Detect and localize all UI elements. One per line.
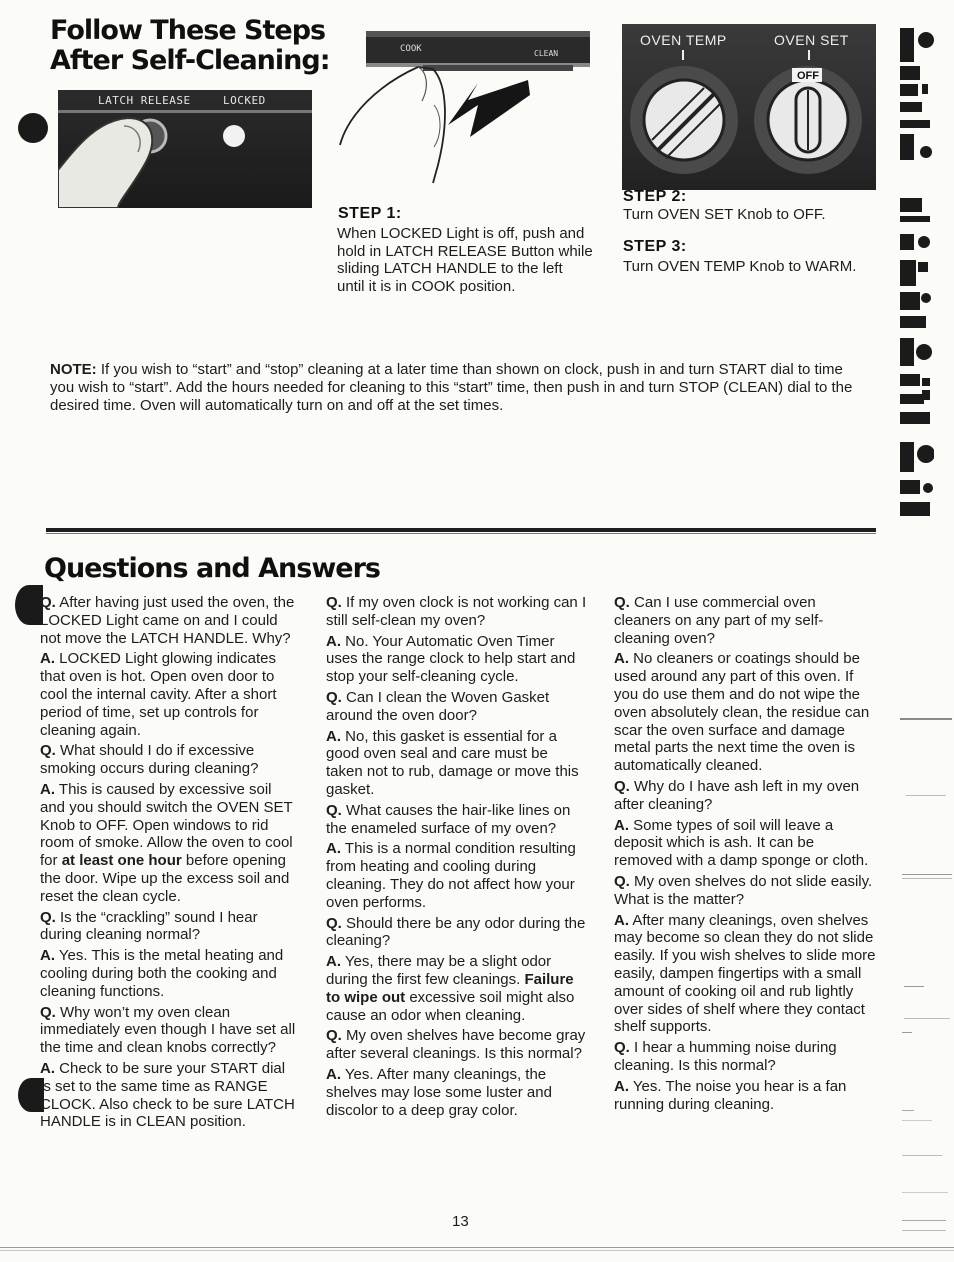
photo-oven-knobs (622, 24, 876, 190)
bottom-scan-edge (0, 1243, 954, 1253)
question: Q. Is the “crackling” sound I hear during cleaning normal? (40, 908, 258, 944)
oven-temp-knob-icon (644, 80, 724, 160)
question: Q. If my oven clock is not working can I still self-clean my oven? (326, 594, 587, 629)
question: Q. Why do I have ash left in my oven after cleaning? (614, 777, 860, 813)
margin-scan-marks (896, 700, 954, 1240)
cook-label: COOK (400, 44, 422, 54)
qa-column-2 (326, 594, 588, 1122)
qa-column-1 (40, 594, 300, 1134)
clean-label: CLEAN (534, 49, 559, 58)
answer: A. Some types of soil will leave a deposit which is ash. It can be removed with a damp sponge or cloth. (614, 816, 869, 870)
qa-column-3 (614, 594, 876, 1116)
title-line-2: After Self-Cleaning: (50, 45, 330, 76)
answer: A. Yes, there may be a slight odor during the first few cleanings. Failure to wipe out excessive soil might also cause an odor when cleaning. (326, 953, 575, 1024)
answer: A. Check to be sure your START dial is set to the same time as RANGE CLOCK. Also check to be sure LATCH HANDLE is in CLEAN position. (40, 1059, 295, 1131)
step2-heading: STEP 2: (623, 188, 687, 205)
step1-text: When LOCKED Light is off, push and hold in LATCH RELEASE Button while sliding LATCH HANDLE to the left until it is in COOK position. (337, 225, 593, 295)
question: Q. After having just used the oven, the LOCKED Light came on and I could not move the LATCH HANDLE. Why? (40, 594, 295, 647)
off-label: OFF (797, 70, 819, 82)
question: Q. I hear a humming noise during cleaning. Is this normal? (614, 1039, 837, 1074)
answer: A. After many cleanings, oven shelves may become so clean they do not slide easily. If you wish shelves to slide more easily, dampen fingertips with a small amount of cooking oil and rub lightly over sides of shelf where they contact shelf supports. (614, 911, 876, 1036)
section-title-steps (50, 16, 330, 76)
qa-title: Questions and Answers (44, 553, 380, 584)
step2-text: Turn OVEN SET Knob to OFF. (623, 206, 826, 223)
note-text: If you wish to “start” and “stop” cleaning at a later time than shown on clock, push in and turn START dial to time you wish to “start”. Add the hours needed for cleaning to this “start” time, then push in and turn STOP (CLEAN) dial to the desired time. Oven will automatically turn on and off at the set times. (50, 361, 853, 414)
question: Q. My oven shelves have become gray after several cleanings. Is this normal? (326, 1027, 586, 1063)
question: Q. Can I use commercial oven cleaners on any part of my self-cleaning oven? (614, 594, 824, 647)
section-divider-thin (46, 533, 876, 534)
step1-heading: STEP 1: (338, 205, 402, 222)
side-tab-strip (900, 22, 934, 522)
handle-photo-illustration (338, 25, 593, 185)
answer: A. Yes. After many cleanings, the shelves may lose some luster and discolor to a deep gray color. (326, 1065, 552, 1119)
answer: A. No, this gasket is essential for a good oven seal and care must be taken not to rub, damage or move this gasket. (326, 727, 579, 798)
answer: A. This is a normal condition resulting from heating and cooling during cleaning. They do not affect how your oven performs. (326, 840, 576, 911)
section-divider (46, 528, 876, 532)
oven-set-label: OVEN SET (774, 32, 849, 48)
photo-latch-release (58, 90, 312, 208)
answer: A. No cleaners or coatings should be used around any part of this oven. If you do use them and do not wipe the oven absolutely clean, the residue can scar the oven surface and damage metal parts the next time the oven is automatically cleaned. (614, 650, 870, 775)
answer: A. Yes. This is the metal heating and cooling during both the cooking and cleaning functions. (40, 947, 284, 1000)
answer: A. LOCKED Light glowing indicates that oven is hot. Open oven door to cool the internal cavity. After a short period of time, set up controls for cleaning again. (40, 650, 277, 739)
oven-temp-label: OVEN TEMP (640, 32, 727, 48)
question: Q. Why won’t my oven clean immediately even though I have set all the time and clean knobs correctly? (40, 1003, 296, 1057)
answer: A. No. Your Automatic Oven Timer uses the range clock to help start and stop your self-cleaning cycle. (326, 632, 576, 686)
latch-photo-illustration (58, 90, 312, 208)
answer: A. This is caused by excessive soil and you should switch the OVEN SET Knob to OFF. Open windows to rid room of smoke. Allow the oven to cool for at least one hour before opening the door. Wipe up the excess soil and reset the clean cycle. (40, 780, 293, 905)
answer: A. Yes. The noise you hear is a fan running during cleaning. (614, 1077, 847, 1113)
knobs-illustration (622, 24, 876, 190)
question: Q. Should there be any odor during the cleaning? (326, 914, 586, 950)
punch-hole-middle (15, 585, 43, 625)
question: Q. What causes the hair-like lines on the enameled surface of my oven? (326, 801, 571, 837)
punch-hole-top (18, 113, 48, 143)
step3-text: Turn OVEN TEMP Knob to WARM. (623, 258, 857, 275)
arrow-left-icon (448, 80, 530, 137)
locked-label: LOCKED (223, 94, 266, 107)
question: Q. Can I clean the Woven Gasket around the oven door? (326, 688, 550, 724)
note-label: NOTE: (50, 361, 97, 378)
locked-light-icon (223, 125, 245, 147)
question: Q. My oven shelves do not slide easily. What is the matter? (614, 872, 873, 908)
latch-release-label: LATCH RELEASE (98, 94, 191, 107)
photo-latch-handle (338, 25, 593, 185)
title-line-1: Follow These Steps (50, 15, 326, 46)
note-paragraph (50, 361, 860, 415)
step3-heading: STEP 3: (623, 238, 687, 255)
page-number: 13 (452, 1213, 469, 1230)
question: Q. What should I do if excessive smoking occurs during cleaning? (40, 742, 259, 778)
